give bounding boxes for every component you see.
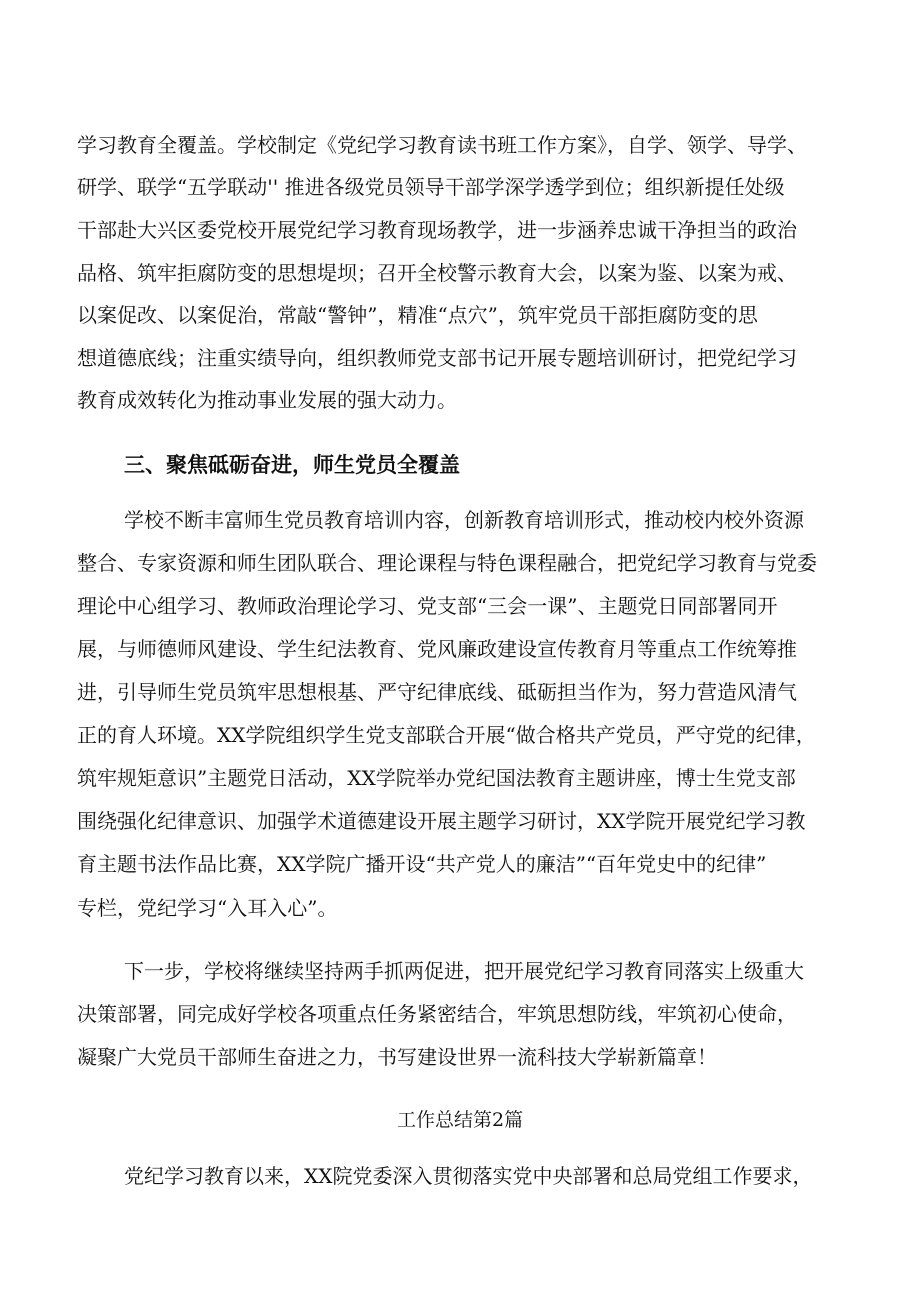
paragraph-line: 筑牢规矩意识”主题党日活动，XX学院举办党纪国法教育主题讲座，博士生党支部 [77, 766, 796, 790]
paragraph-line: 教育成效转化为推动事业发展的强大动力。 [77, 388, 457, 412]
paragraph-line: 展，与师德师风建设、学生纪法教育、党风廉政建设宣传教育月等重点工作统筹推 [77, 637, 797, 661]
paragraph-line: 以案促改、以案促治，常敲“警钟”，精准“点穴”，筑牢党员干部拒腐防变的思 [77, 303, 758, 327]
paragraph-line: 凝聚广大党员干部师生奋进之力，书写建设世界一流科技大学崭新篇章！ [77, 1045, 717, 1069]
paragraph-line: 专栏，党纪学习“入耳入心”。 [77, 896, 338, 920]
paragraph-line: 学习教育全覆盖。学校制定《党纪学习教育读书班工作方案》，自学、领学、导学、 [77, 133, 807, 157]
paragraph-line: 决策部署，同完成好学校各项重点任务紧密结合，牢筑思想防线，牢筑初心使命， [77, 1002, 797, 1026]
paragraph-line: 想道德底线；注重实绩导向，组织教师党支部书记开展专题培训研讨，把党纪学习 [77, 346, 797, 370]
paragraph-line: 干部赴大兴区委党校开展党纪学习教育现场教学，进一步涵养忠诚干净担当的政治 [77, 218, 797, 242]
paragraph-line: 下一步，学校将继续坚持两手抓两促进，把开展党纪学习教育同落实上级重大 [124, 959, 804, 983]
paragraph-line: 整合、专家资源和师生团队联合、理论课程与特色课程融合，把党纪学习教育与党委 [77, 551, 817, 575]
paragraph-line: 正的育人环境。XX学院组织学生党支部联合开展“做合格共产党员，严守党的纪律， [77, 723, 816, 747]
paragraph-line: 党纪学习教育以来，XX院党委深入贯彻落实党中央部署和总局党组工作要求， [124, 1164, 813, 1188]
paragraph-line: 理论中心组学习、教师政治理论学习、党支部“三会一课”、主题党日同部署同开 [77, 594, 778, 618]
paragraph-line: 育主题书法作品比赛，XX学院广播开设“共产党人的廉洁”“百年党史中的纪律” [77, 852, 767, 876]
paragraph-line: 围绕强化纪律意识、加强学术道德建设开展主题学习研讨，XX学院开展党纪学习教 [77, 809, 806, 833]
paragraph-line: 研学、联学“五学联动'' 推进各级党员领导干部学深学透学到位；组织新提任处级 [77, 175, 785, 199]
section-heading: 三、聚焦砥砺奋进，师生党员全覆盖 [124, 453, 460, 477]
paragraph-line: 进，引导师生党员筑牢思想根基、严守纪律底线、砥砺担当作为，努力营造风清气 [77, 680, 797, 704]
paragraph-line: 品格、筑牢拒腐防变的思想堤坝；召开全校警示教育大会，以案为鉴、以案为戒、 [77, 261, 797, 285]
part-title: 工作总结第2篇 [397, 1109, 524, 1131]
paragraph-line: 学校不断丰富师生党员教育培训内容，创新教育培训形式，推动校内校外资源 [124, 508, 804, 532]
